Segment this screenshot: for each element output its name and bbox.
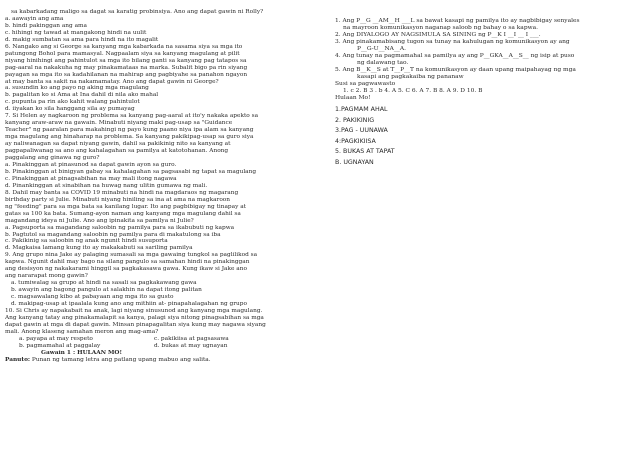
fill-in-line: kasapi ang pagkakaiba ng pananaw [357,74,464,80]
fill-in-line: 3. Ang pinakamabisang tugon sa tunay na kahulugan ng komunikasyon ay ang [335,39,570,45]
question-line: paggalang ang ginawa ng guro? [5,155,100,162]
question-line: kanyang araw-araw na gawain. Minabuti niyang maki pag-usap sa "Guidance [5,120,233,127]
question-line: c. pupunta pa rin ako kahit walang pahintulot [5,99,140,106]
answer-item: 1.PAGMAM AHAL [335,106,388,113]
question-line: niyang hinihingi ang pahintulot sa mga ito bilang ganti sa kanyang pag tatapos sa [5,57,247,64]
question-line: ay naliwanagan sa dapat niyang gawin, dahil sa pakikinig nito sa kanyang at [5,141,231,148]
fill-in-line: 4. Ang tunay na pagmamahal sa pamilya ay ang P__GKA__A__S__ ng isip at puso [335,53,575,59]
fill-in-line: 5. Ang B__K__S at T__P__T na komunikasyon ay daan upang maipahayag ng mga [335,67,576,73]
choice-b: b. pagmamahal at paggalay [19,342,101,349]
fill-in-line: 1. Ang P__G __AM__H ___L sa bawat kasapi ng pamilya ito ay nagbibigay senyales [335,18,580,24]
question-line: 6. Nangako ang si George sa kanyang mga kabarkada na sasama siya sa mga ito [5,43,243,50]
question-line: patungong Bohol para mamasyal. Nagpaalam siya sa kanyang magulang at pilit [5,50,240,57]
question-line: birthday party si Julie. Minabuti niyang hiniling sa ina at ama na magkaroon [5,196,231,203]
answer-item: B. UGNAYAN [335,158,374,166]
question-line: ng "feeding" para sa mga bata sa kanilang lugar. Ito ang pagbibigay ng tinapay at [5,203,247,210]
question-line: mga magulang ang hinaharap na problema. Sa kanyang pakikipag-usap sa guro siya [5,134,254,141]
question-line: a. Pinakinggan at pinasunod sa dapat gawin ayon sa guro. [5,161,177,168]
question-line: a. Pagsuporta sa magandang saloobin ng pamilya para sa ikabubuti ng kapwa [5,224,235,231]
fill-in-line: na mayroon komunikasyon naganap saloob ng bahay o sa kapwa. [343,25,539,31]
question-line: d. Magkaisa lamang kung ito ay makakabuti sa sariling pamilya [5,245,193,252]
question-line: mali. Anong klaseng samahan meron ang mag-ama? [5,328,159,335]
question-line: sa kabarkadang maligo sa dagat sa karatig probinsiya. Ano ang dapat gawin ni Rolly? [11,9,264,15]
question-line: Ang kanyang tatay ang pinakamalapit sa kanya, palagi siya nitong pinagsabihan sa mga [5,314,264,321]
answer-item: 3.PAG - UUNAWA [335,127,388,135]
question-line: b. Pinakinggan at binigyan gabay sa kahalagahan sa pagsasabi ng tapat sa magulang [5,168,257,175]
choice-d: d. bukas at may ugnayan [154,342,228,349]
gawain-title: Gawain 1 : HULAAN MO! [41,349,123,356]
question-line: c. hihingi ng tawad at mangakong hindi na uulit [5,29,147,36]
panuto-text: Punan ng tamang letra ang patlang upang mabuo ang salita. [30,356,211,363]
fill-in-line: Hulaan Mo! [335,95,371,101]
question-line: c. Pinakinggan at pinagsabihan na may mali itong nagawa [5,175,177,182]
question-line: ang desisyon ng nakakarami hinggil sa pagkakasawa gawa. Kung ikaw si Jake ano [5,266,247,273]
question-line: d. Pinankinggan at sinabihan na huwag nang ulitin gumawa ng mali. [5,182,208,189]
question-line: a. aawayin ang ama [5,15,64,22]
question-line: d. iiyakan ko sila hanggang sila ay pumayag [5,106,135,113]
question-line: Teacher" ng paaralan para makahingi ng payo kung paano niya ipa alam sa kanyang [5,127,254,134]
fill-in-line: 1. c 2. B 3 . b 4. A 5. C 6. A 7. B 8. A 9. D 10. B [343,88,483,94]
right-column [335,18,635,169]
question-line: payagan sa mga ito sa kadahilanan na mahirap ang pagbiyahe sa panahon ngayon [5,71,248,78]
fill-in-line: ng dalawang tao. [357,60,409,66]
choice-c: c. pakikiisa at pagsasawa [154,335,229,342]
question-line: pagpapaliwanag sa ano ang kahalagahan sa pamilya at katotohanan. Anong [5,148,229,155]
question-line: a. susundin ko ang payo ng aking mga magulang [5,85,149,92]
question-line: c. Pakikinig sa saloobin ng anak ngunit hindi susuporta [5,238,168,245]
left-column [5,9,323,364]
panuto-label: Panuto: [5,356,31,363]
answer-list [335,105,635,169]
answer-item: 4:PAGKIKIISA [335,137,376,145]
questions-list [5,9,323,336]
question-line: at may banta sa sakit na nakamamatay. Ano ang dapat gawin ni George? [5,78,219,85]
question-line: 8. Dahil may banta sa COVID 19 minabuti na hindi na magdaraos ng magarang [5,189,239,196]
question-line: d. makig sumbatan sa ama para hindi na ito magalit [5,36,159,43]
choices-row-2 [5,343,323,350]
choices-row-1 [5,336,323,343]
question-line: pag-aaral na nakakuha ng may pinakamataas na marka. Subalit bigo pa rin siyang [5,64,248,71]
question-line: 10. Si Chris ay napakabait na anak, lagi niyang sinusunod ang kanyang mga magulang. [5,307,263,314]
question-line: ang nararapat mong gawin? [5,273,88,280]
question-line: 9. Ang grupo nina Jake ay palaging sumasali sa mga gawaing tungkol sa paglilikod sa [5,252,258,259]
question-line: b. awayin ang bagong pangulo at salakhin na dapat itong palitan [11,287,202,294]
question-line: gatas sa 100 ka bata. Sumang-ayon naman ang kanyang mga magulang dahil sa [5,210,241,217]
question-line: b. pagalitan ko si Ama at Ina dahil di nila ako mahal [5,92,159,99]
answer-item: 5. BUKAS AT TAPAT [335,148,395,156]
question-line: magandang ideya ni Julie. Ano ang ipinakita sa pamilya ni Julie? [5,217,194,224]
answer-item: 2. PAKIKINIG [335,116,375,124]
fill-in-items [335,18,635,102]
question-line: 7. Si Helen ay nagkaroon ng problema sa kanyang pag-aaral at ito'y nakaka apekto sa [5,113,259,120]
fill-in-line: 2. Ang DIYALOGO AY NAGSIMULA SA SINING ng P__K I __I __ I ___. [335,32,541,38]
question-line: b. hindi pakinggan ang ama [5,22,87,29]
panuto-line [5,357,323,364]
fill-in-line: Susi sa pagwawasto [335,81,396,87]
question-line: kapwa. Ngunit dahil may bago na silang pangulo sa samahan hindi na pinakinggan [5,259,250,266]
question-line: dapat gawin at mga di dapat gawin. Minsan pinapagalitan siya kung may nagawa siyang [5,321,266,328]
question-line: c. magsawalang kibo at pabayaan ang mga ito sa gusto [11,294,174,301]
question-line: a. tumiwalag sa grupo at hindi na sasali sa pagkakawang gawa [11,280,197,287]
question-line: b. Pagtutol sa magandang saloobin ng pamilya para di makatulong sa iba [5,231,221,238]
fill-in-line: P__G-U__NA__A. [357,46,406,52]
choice-a: a. payapa at may respeto [19,335,93,342]
question-line: d. makipag-usap at ipaalala kung ano ang mithiin at- pinapahalagahan ng grupo [11,301,247,308]
